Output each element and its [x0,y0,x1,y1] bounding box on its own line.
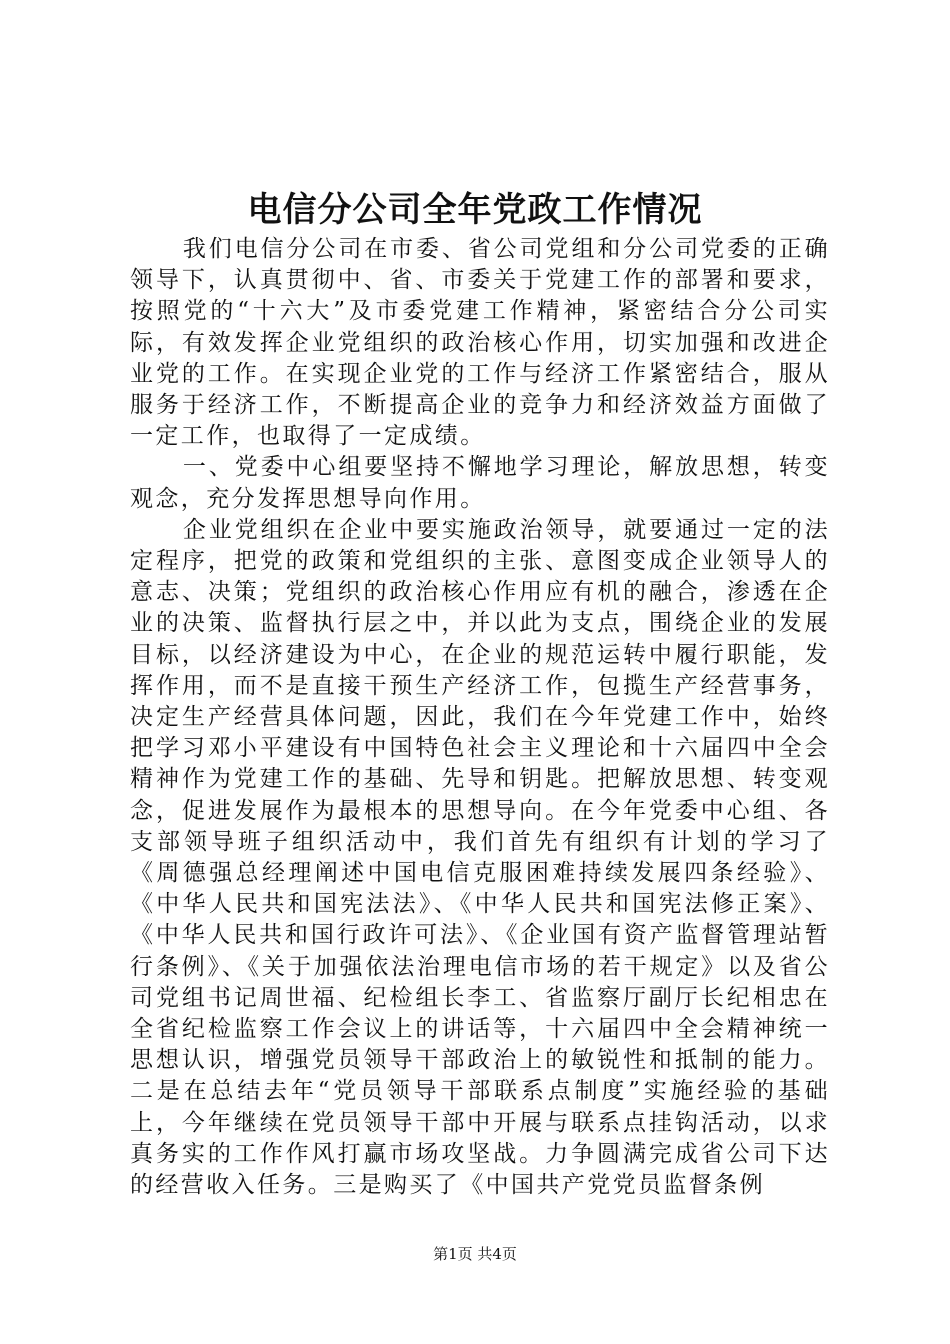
page-number-footer: 第1页 共4页 [433,1245,517,1263]
paragraph-intro: 我们电信分公司在市委、省公司党组和分公司党委的正确领导下，认真贯彻中、省、市委关于党建工作的部署和要求，按照党的“十六大”及市委党建工作精神，紧密结合分公司实际，有效发挥企业党组织的政治核心作用，切实加强和改进企业党的工作。在实现企业党的工作与经济工作紧密结合，服从服务于经济工作，不断提高企业的竞争力和经济效益方面做了一定工作，也取得了一定成绩。 [130,236,830,450]
document-title: 电信分公司全年党政工作情况 [247,190,703,230]
paragraph-body: 企业党组织在企业中要实施政治领导，就要通过一定的法定程序，把党的政策和党组织的主张、意图变成企业领导人的意志、决策；党组织的政治核心作用应有机的融合，渗透在企业的决策、监督执行层之中，并以此为支点，围绕企业的发展目标，以经济建设为中心，在企业的规范运转中履行职能，发挥作用，而不是直接干预生产经济工作，包揽生产经营事务，决定生产经营具体问题，因此，我们在今年党建工作中，始终把学习邓小平建设有中国特色社会主义理论和十六届四中全会精神作为党建工作的基础、先导和钥匙。把解放思想、转变观念，促进发展作为最根本的思想导向。在今年党委中心组、各支部领导班子组织活动中，我们首先有组织有计划的学习了《周德强总经理阐述中国电信克服困难持续发展四条经验》、《中华人民共和国宪法法》、《中华人民共和国宪法修正案》、《中华人民共和国行政许可法》、《企业国有资产监督管理站暂行条例》、《关于加强依法治理电信市场的若干规定》以及省公司党组书记周世福、纪检组长李工、省监察厅副厅长纪相忠在全省纪检监察工作会议上的讲话等，十六届四中全会精神统一思想认识，增强党员领导干部政治上的敏锐性和抵制的能力。二是在总结去年“党员领导干部联系点制度”实施经验的基础上，今年继续在党员领导干部中开展与联系点挂钩活动，以求真务实的工作作风打赢市场攻坚战。力争圆满完成省公司下达的经营收入任务。三是购买了《中国共产党党员监督条例 [130,516,830,1199]
paragraph-section-heading: 一、党委中心组要坚持不懈地学习理论，解放思想，转变观念，充分发挥思想导向作用。 [130,454,830,512]
document-body [130,234,830,1201]
